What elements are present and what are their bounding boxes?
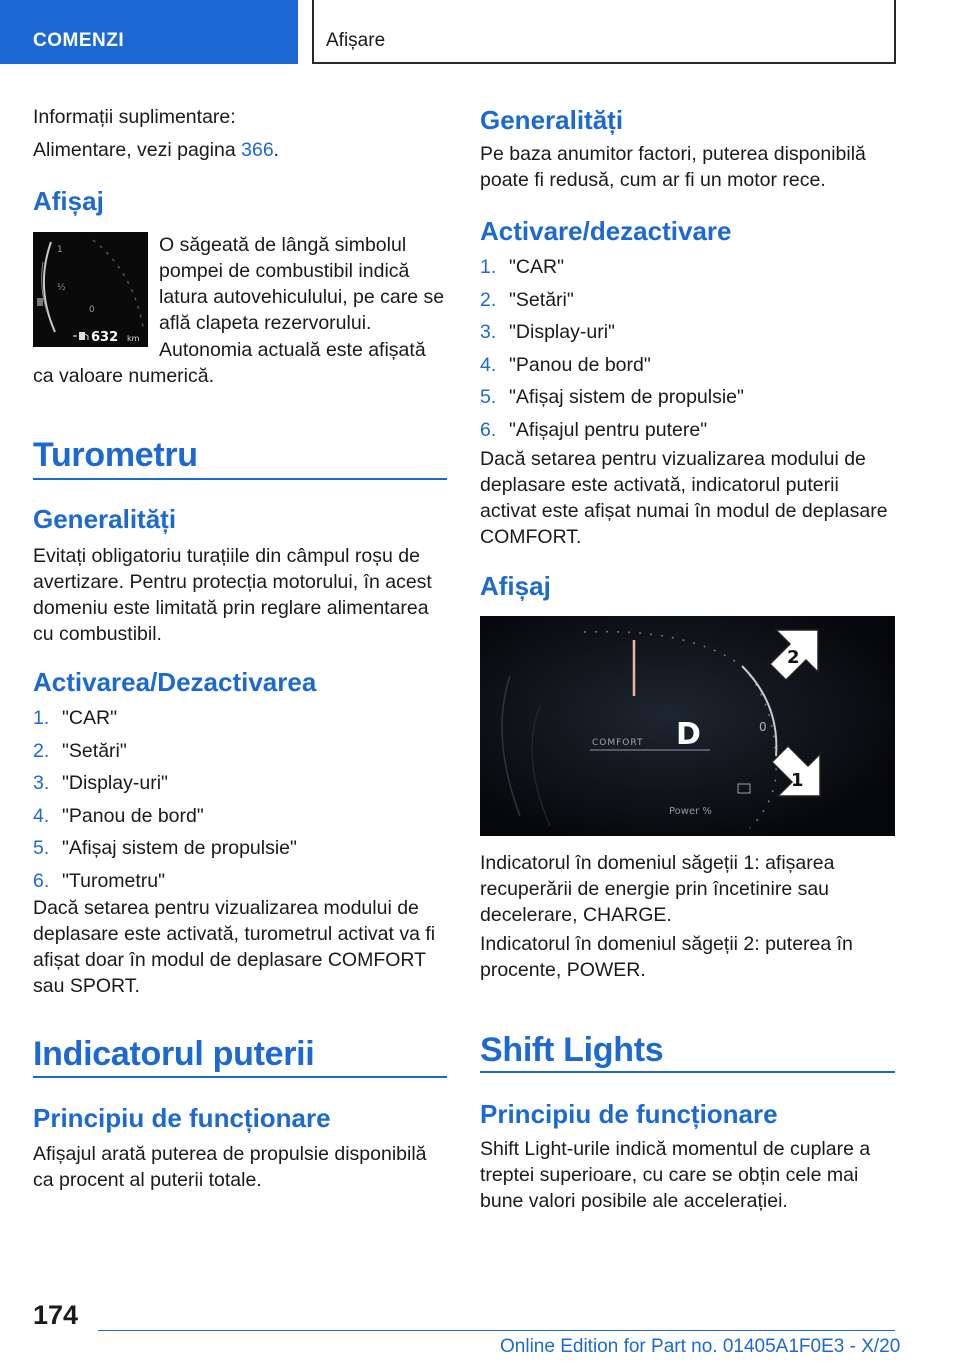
section-title: COMENZI xyxy=(33,30,125,51)
step-number: 1. xyxy=(480,256,497,278)
arrow-1-number: 1 xyxy=(791,770,804,791)
indicator-rule xyxy=(33,1076,447,1078)
step-item xyxy=(480,319,895,352)
fuel-ref-prefix: Alimentare, vezi pagina xyxy=(33,139,242,161)
mode-label: COMFORT xyxy=(592,738,644,748)
power-display-illustration xyxy=(480,616,895,836)
step-item xyxy=(33,803,447,836)
step-number: 4. xyxy=(33,804,50,827)
shift-lights-rule xyxy=(480,1071,895,1073)
step-item xyxy=(33,770,447,803)
afisaj-text-1: O săgeată de lângă simbolul pompei de combustibil indică latura autovehiculului, pe care se află clapeta rezervorului. xyxy=(159,234,445,334)
gauge-tick-half: ½ xyxy=(57,283,66,293)
step-number: 6. xyxy=(33,869,50,892)
arrow-2-description: Indicatorul în domeniul săgeții 2: puterea în procente, POWER. xyxy=(480,933,853,981)
step-item xyxy=(480,352,895,385)
step-label: "Panou de bord" xyxy=(62,804,204,827)
step-label: "Afișaj sistem de propulsie" xyxy=(509,386,744,409)
fuel-gauge-illustration xyxy=(33,232,148,347)
footer-rule xyxy=(98,1330,895,1331)
step-label: "Afișajul pentru putere" xyxy=(509,418,708,441)
step-label: "CAR" xyxy=(62,707,118,729)
chapter-tab xyxy=(312,0,896,64)
activare-text-right: Dacă setarea pentru vizualizarea modului de deplasare este activată, indicatorul puterii activat este afișat numai în modul de deplasare COMFORT. xyxy=(480,448,888,548)
step-label: "Display-uri" xyxy=(509,321,615,344)
afisaj-heading-right: Afișaj xyxy=(480,571,551,601)
steps-list-left xyxy=(33,705,447,901)
step-number: 1. xyxy=(33,707,50,729)
section-tab xyxy=(0,0,298,64)
step-number: 3. xyxy=(33,772,50,795)
step-label: "Setări" xyxy=(509,288,574,311)
arrow-2-number: 2 xyxy=(787,647,800,668)
footer-edition: Online Edition for Part no. 01405A1F0E3 - X/20 xyxy=(500,1336,901,1357)
generalitati-heading-right: Generalități xyxy=(480,105,624,135)
step-item xyxy=(480,417,895,450)
principiu-heading-left: Principiu de funcționare xyxy=(33,1103,331,1133)
afisaj-text-2: Autonomia actuală este afișată ca valoare numerică. xyxy=(33,339,426,387)
step-label: "Afișaj sistem de propulsie" xyxy=(62,837,297,860)
step-item xyxy=(33,705,447,738)
steps-list-right xyxy=(480,254,895,450)
step-item xyxy=(33,835,447,868)
step-item xyxy=(33,738,447,771)
step-number: 6. xyxy=(480,418,497,441)
step-item xyxy=(480,254,895,287)
indicator-heading: Indicatorul puterii xyxy=(33,1035,315,1073)
step-item xyxy=(480,287,895,320)
power-percent-label: Power % xyxy=(669,806,712,817)
range-value: 632 xyxy=(91,330,119,345)
gauge-tick-1: 1 xyxy=(57,245,63,255)
step-number: 5. xyxy=(480,386,497,409)
fuel-ref-suffix: . xyxy=(273,139,280,161)
fuel-gauge-image xyxy=(33,232,148,347)
generalitati-text-left: Evitați obligatoriu turațiile din câmpul roșu de avertizare. Pentru protecția motorului, în acest domeniu este limitată prin reglare alimentarea cu combustibil. xyxy=(33,545,432,645)
step-number: 2. xyxy=(33,739,50,762)
turometru-rule xyxy=(33,478,447,480)
range-unit: km xyxy=(127,334,140,343)
step-number: 2. xyxy=(480,288,497,311)
step-number: 5. xyxy=(33,837,50,860)
afisaj-heading-left: Afișaj xyxy=(33,186,104,216)
activare-heading-left: Activarea/Dezactivarea xyxy=(33,667,317,697)
principiu-text-left: Afișajul arată puterea de propulsie disponibilă ca procent al puterii totale. xyxy=(33,1143,427,1191)
step-item xyxy=(480,384,895,417)
generalitati-text-right: Pe baza anumitor factori, puterea disponibilă poate fi redusă, cum ar fi un motor rece. xyxy=(480,143,866,191)
fuel-ref-page-link[interactable]: 366 xyxy=(241,139,274,161)
arrow-1-description: Indicatorul în domeniul săgeții 1: afișarea recuperării de energie prin încetinire sau decelerare, CHARGE. xyxy=(480,852,835,926)
principiu-heading-right: Principiu de funcționare xyxy=(480,1099,778,1129)
activare-heading-right: Activare/dezactivare xyxy=(480,216,732,246)
generalitati-heading-left: Generalități xyxy=(33,504,177,534)
power-tick-0: 0 xyxy=(759,720,767,734)
gear-indicator: D xyxy=(676,717,701,752)
step-label: "Panou de bord" xyxy=(509,353,651,376)
principiu-text-right: Shift Light-urile indică momentul de cuplare a treptei superioare, cu care se obțin cele mai bune valori posibile ale accelerației. xyxy=(480,1138,871,1212)
step-label: "Display-uri" xyxy=(62,772,168,795)
activare-text-left: Dacă setarea pentru vizualizarea modului de deplasare este activată, turometrul activat va fi afișat doar în modul de deplasare COMFORT sau SPORT. xyxy=(33,897,436,997)
page-number: 174 xyxy=(33,1300,79,1330)
step-label: "Setări" xyxy=(62,739,127,762)
step-label: "Turometru" xyxy=(62,869,166,892)
step-number: 4. xyxy=(480,353,497,376)
fuel-reference xyxy=(33,137,279,163)
step-label: "CAR" xyxy=(509,256,565,278)
turometru-heading: Turometru xyxy=(33,436,198,474)
gauge-tick-0: 0 xyxy=(89,305,95,315)
info-label: Informații suplimentare: xyxy=(33,106,236,128)
power-display-image xyxy=(480,616,895,836)
step-number: 3. xyxy=(480,321,497,344)
shift-lights-heading: Shift Lights xyxy=(480,1031,664,1069)
fuel-level-mark xyxy=(37,298,43,306)
chapter-title: Afișare xyxy=(326,30,386,51)
